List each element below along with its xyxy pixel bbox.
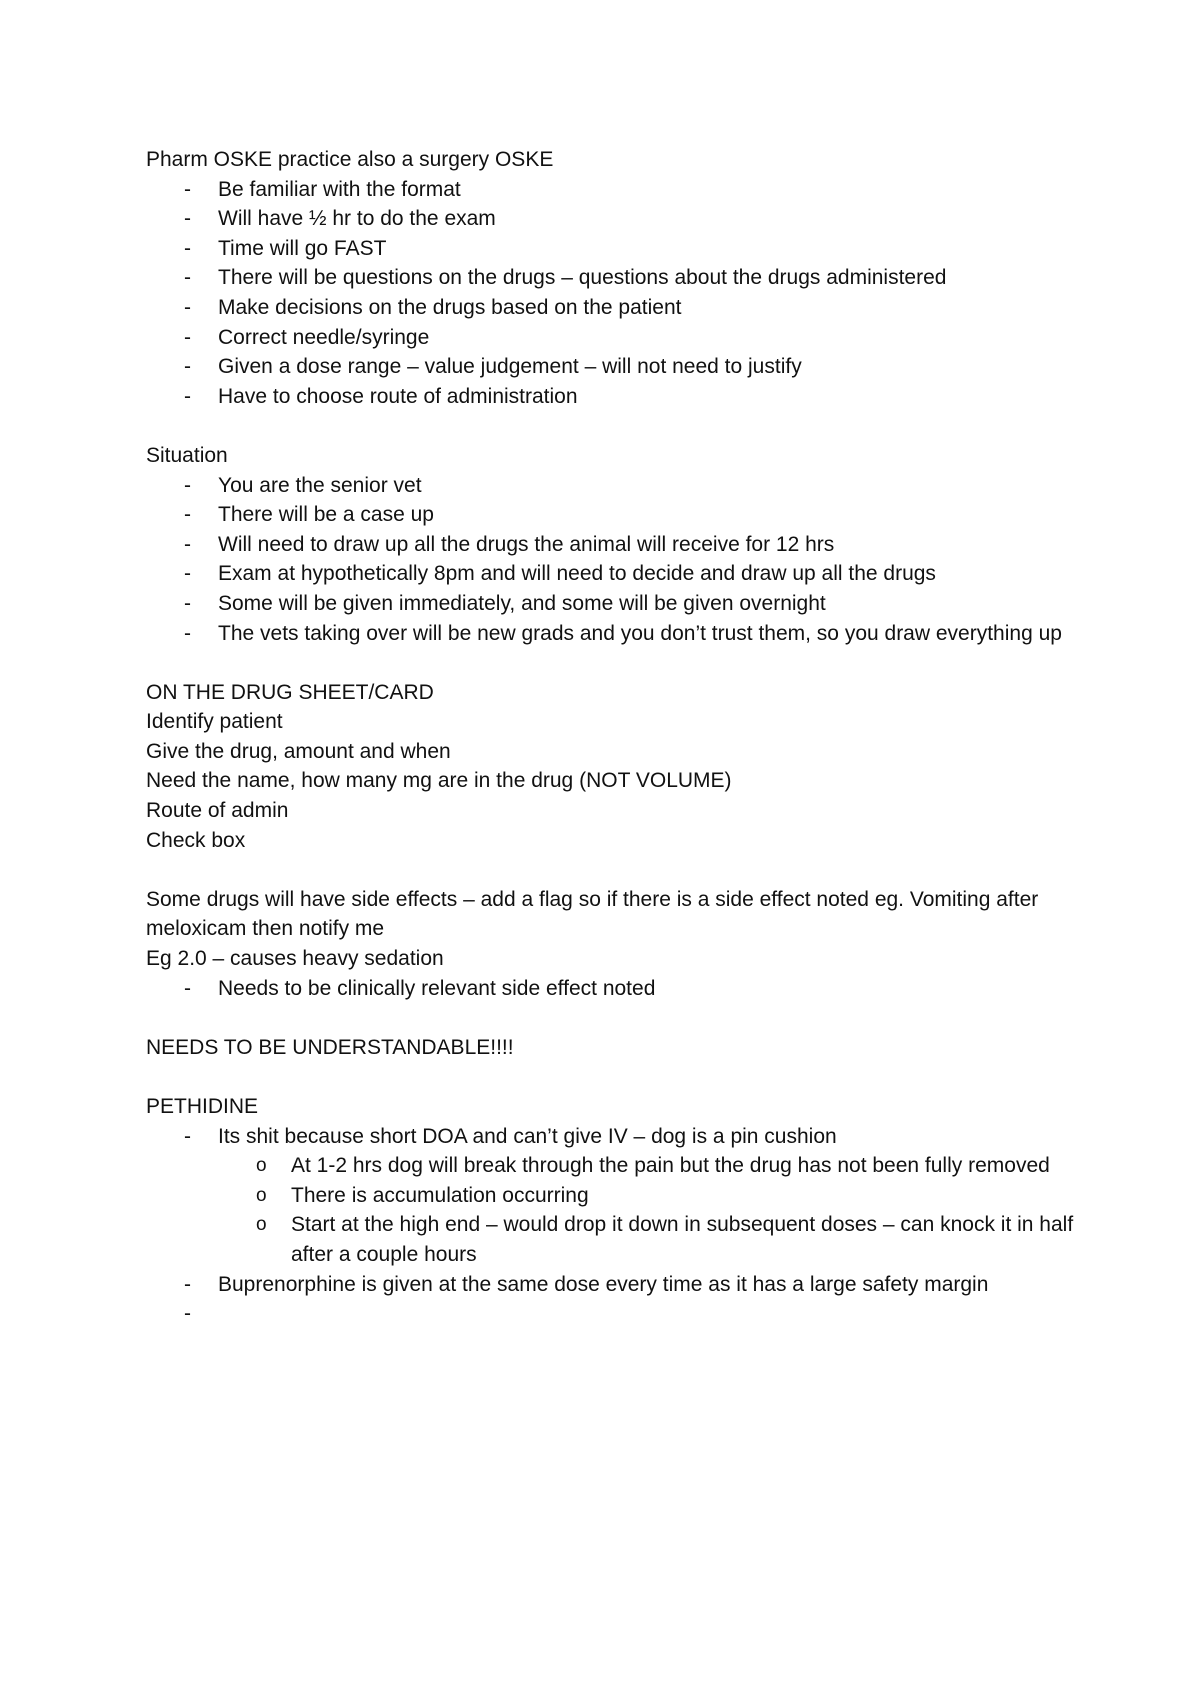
list-item-text: Its shit because short DOA and can’t give IV – dog is a pin cushion xyxy=(218,1124,837,1148)
list-item-text: Exam at hypothetically 8pm and will need to decide and draw up all the drugs xyxy=(218,562,936,586)
list-item xyxy=(146,1270,1086,1300)
side-effects-list xyxy=(146,974,1086,1004)
list-item-text: Make decisions on the drugs based on the patient xyxy=(218,295,682,319)
pethidine-list-continued xyxy=(146,1270,1086,1329)
list-item-text: Correct needle/syringe xyxy=(218,325,430,349)
dash-bullet: - xyxy=(184,384,191,408)
circle-bullet: o xyxy=(256,1184,267,1206)
sub-list-item xyxy=(146,1151,1086,1181)
sub-list-item-text: Start at the high end – would drop it down in subsequent doses – can knock it in half after a couple hours xyxy=(291,1213,1074,1266)
dash-bullet: - xyxy=(184,266,191,290)
list-item xyxy=(146,293,1086,323)
list-item-text: Buprenorphine is given at the same dose every time as it has a large safety margin xyxy=(218,1272,989,1296)
pethidine-sublist xyxy=(146,1151,1086,1269)
understandable-note: NEEDS TO BE UNDERSTANDABLE!!!! xyxy=(146,1035,514,1059)
section-heading-pharm-oske: Pharm OSKE practice also a surgery OSKE xyxy=(146,148,554,171)
side-effects-example: Eg 2.0 – causes heavy sedation xyxy=(146,947,444,971)
dash-bullet: - xyxy=(184,591,191,615)
drug-sheet-line: Route of admin xyxy=(146,799,289,823)
list-item-text: Have to choose route of administration xyxy=(218,384,578,408)
section-heading-pethidine: PETHIDINE xyxy=(146,1095,259,1118)
list-item xyxy=(146,352,1086,382)
spacer xyxy=(146,1003,1086,1033)
dash-bullet: - xyxy=(184,562,191,586)
list-item xyxy=(146,204,1086,234)
drug-sheet-line: Give the drug, amount and when xyxy=(146,739,451,763)
list-item-text: Will need to draw up all the drugs the animal will receive for 12 hrs xyxy=(218,532,835,556)
list-item-text: Needs to be clinically relevant side effect noted xyxy=(218,976,656,1000)
list-item xyxy=(146,323,1086,353)
list-item-text: Some will be given immediately, and some will be given overnight xyxy=(218,591,826,615)
list-item xyxy=(146,1122,1086,1152)
dash-bullet: - xyxy=(184,1124,191,1148)
dash-bullet: - xyxy=(184,976,191,1000)
dash-bullet: - xyxy=(184,621,191,645)
list-item-text: There will be questions on the drugs – questions about the drugs administered xyxy=(218,266,947,290)
drug-sheet-heading: ON THE DRUG SHEET/CARD xyxy=(146,680,434,704)
dash-bullet: - xyxy=(184,207,191,231)
list-item-text: The vets taking over will be new grads and you don’t trust them, so you draw everything up xyxy=(218,621,1062,645)
list-item xyxy=(146,471,1086,501)
list-item-text: Given a dose range – value judgement – will not need to justify xyxy=(218,355,802,379)
list-item xyxy=(146,559,1086,589)
list-item-text: There will be a case up xyxy=(218,503,434,527)
side-effects-paragraph: Some drugs will have side effects – add a flag so if there is a side effect noted eg. Vomiting after meloxicam then notify me xyxy=(146,887,1039,941)
list-item xyxy=(146,974,1086,1004)
list-item xyxy=(146,530,1086,560)
document-page xyxy=(146,145,1086,1329)
spacer xyxy=(146,1062,1086,1092)
dash-bullet: - xyxy=(184,503,191,527)
spacer xyxy=(146,855,1086,885)
drug-sheet-line: Need the name, how many mg are in the drug (NOT VOLUME) xyxy=(146,769,732,793)
sub-list-item-text: There is accumulation occurring xyxy=(291,1183,589,1207)
exam-format-list xyxy=(146,175,1086,412)
list-item xyxy=(146,175,1086,205)
dash-bullet: - xyxy=(184,1302,191,1326)
drug-sheet-line: Check box xyxy=(146,828,246,852)
list-item xyxy=(146,619,1086,649)
dash-bullet: - xyxy=(184,236,191,260)
list-item xyxy=(146,234,1086,264)
list-item-text: Time will go FAST xyxy=(218,236,387,260)
dash-bullet: - xyxy=(184,295,191,319)
list-item-text: Will have ½ hr to do the exam xyxy=(218,207,496,231)
dash-bullet: - xyxy=(184,1272,191,1296)
list-item xyxy=(146,263,1086,293)
dash-bullet: - xyxy=(184,355,191,379)
dash-bullet: - xyxy=(184,325,191,349)
section-heading-situation: Situation xyxy=(146,443,228,467)
drug-sheet-line: Identify patient xyxy=(146,710,283,734)
list-item-text: Be familiar with the format xyxy=(218,177,461,201)
sub-list-item-text: At 1-2 hrs dog will break through the pain but the drug has not been fully removed xyxy=(291,1154,1050,1178)
pethidine-list xyxy=(146,1122,1086,1152)
situation-list xyxy=(146,471,1086,649)
list-item xyxy=(146,589,1086,619)
list-item xyxy=(146,382,1086,412)
sub-list-item xyxy=(146,1181,1086,1211)
list-item-text: You are the senior vet xyxy=(218,473,422,497)
spacer xyxy=(146,648,1086,678)
circle-bullet: o xyxy=(256,1155,267,1177)
spacer xyxy=(146,411,1086,441)
sub-list-item xyxy=(146,1210,1086,1269)
dash-bullet: - xyxy=(184,177,191,201)
dash-bullet: - xyxy=(184,532,191,556)
circle-bullet: o xyxy=(256,1214,267,1236)
dash-bullet: - xyxy=(184,473,191,497)
list-item-empty xyxy=(146,1299,1086,1329)
list-item xyxy=(146,500,1086,530)
